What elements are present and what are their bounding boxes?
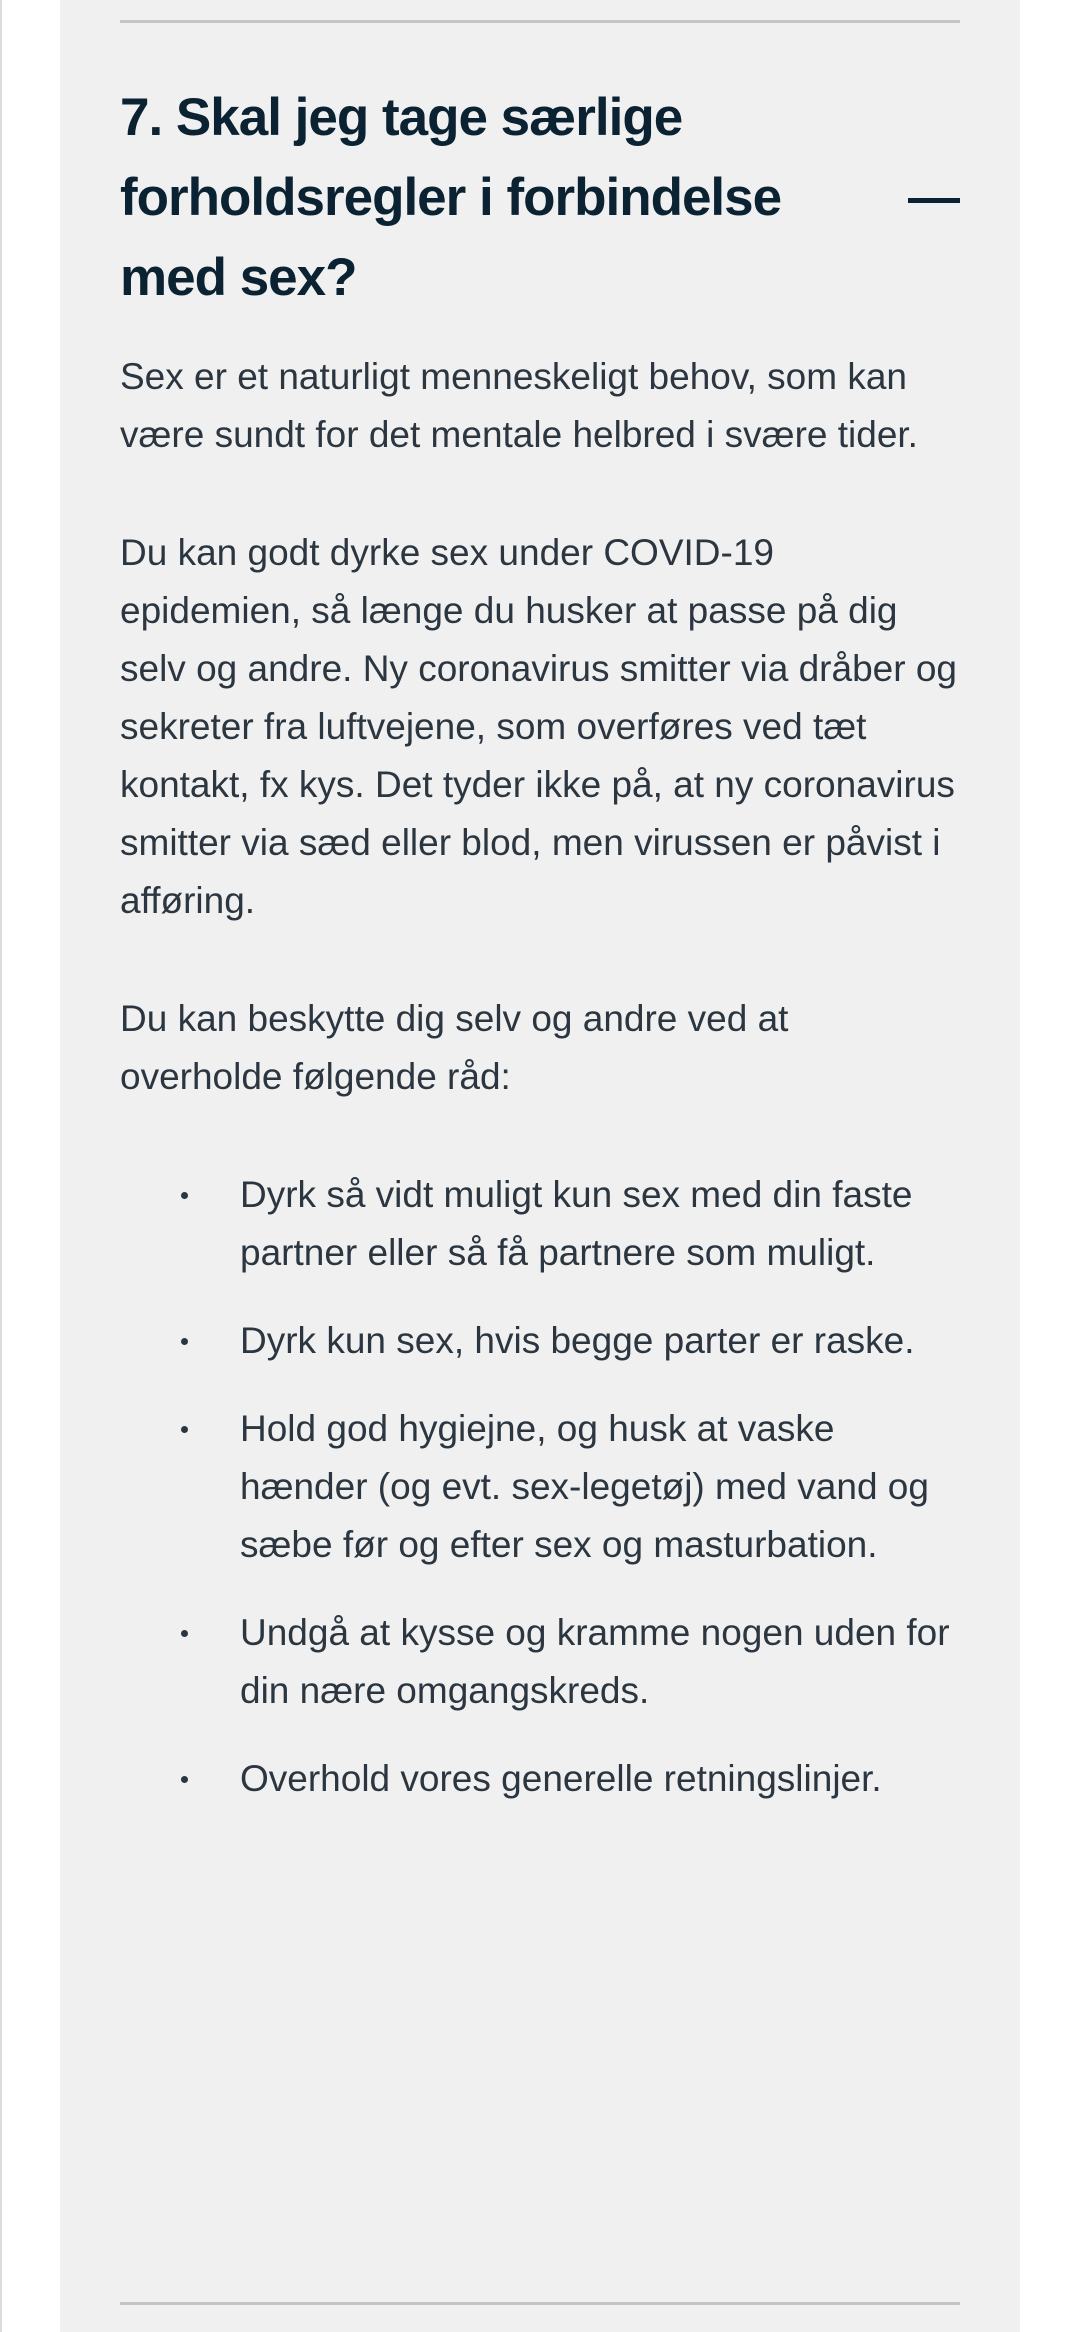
minus-icon <box>908 198 960 203</box>
page-edge <box>0 0 2 2332</box>
bullet-icon <box>181 1192 188 1199</box>
collapse-toggle-button[interactable] <box>908 176 960 228</box>
advice-text: Overhold vores generelle retningslinjer. <box>240 1758 882 1799</box>
advice-item <box>120 1604 960 1720</box>
bullet-icon <box>181 1630 188 1637</box>
advice-item <box>120 1400 960 1574</box>
advice-list <box>120 1166 960 1808</box>
answer-paragraph-2: Du kan godt dyrke sex under COVID-19 epidemien, så længe du husker at passe på dig selv og andre. Ny coronavirus smitter via dråber og sekreter fra luftvejene, som overføres ved tæt kontakt, fx kys. Det tyder ikke på, at ny coronavirus smitter via sæd eller blod, men virussen er påvist i afføring. <box>120 532 957 921</box>
advice-text: Hold god hygiejne, og husk at vaske hænder (og evt. sex-legetøj) med vand og sæbe før og efter sex og masturbation. <box>240 1408 929 1565</box>
advice-text: Dyrk så vidt muligt kun sex med din faste partner eller så få partnere som muligt. <box>240 1174 913 1273</box>
advice-item <box>120 1312 960 1370</box>
bullet-icon <box>181 1426 188 1433</box>
advice-text: Undgå at kysse og kramme nogen uden for din nære omgangskreds. <box>240 1612 950 1711</box>
faq-card <box>60 0 1020 2332</box>
advice-item <box>120 1750 960 1808</box>
answer-paragraph-1: Sex er et naturligt menneskeligt behov, som kan være sundt for det mentale helbred i svære tider. <box>120 356 918 455</box>
advice-item <box>120 1166 960 1282</box>
bullet-icon <box>181 1338 188 1345</box>
advice-text: Dyrk kun sex, hvis begge parter er raske. <box>240 1320 915 1361</box>
bottom-divider <box>120 2302 960 2305</box>
faq-question-heading: 7. Skal jeg tage særlige forholdsregler i forbindelse med sex? <box>120 88 782 307</box>
faq-accordion-header[interactable] <box>120 78 960 318</box>
top-divider <box>120 20 960 23</box>
faq-answer <box>120 348 960 1808</box>
answer-paragraph-3: Du kan beskytte dig selv og andre ved at overholde følgende råd: <box>120 998 789 1097</box>
bullet-icon <box>181 1776 188 1783</box>
